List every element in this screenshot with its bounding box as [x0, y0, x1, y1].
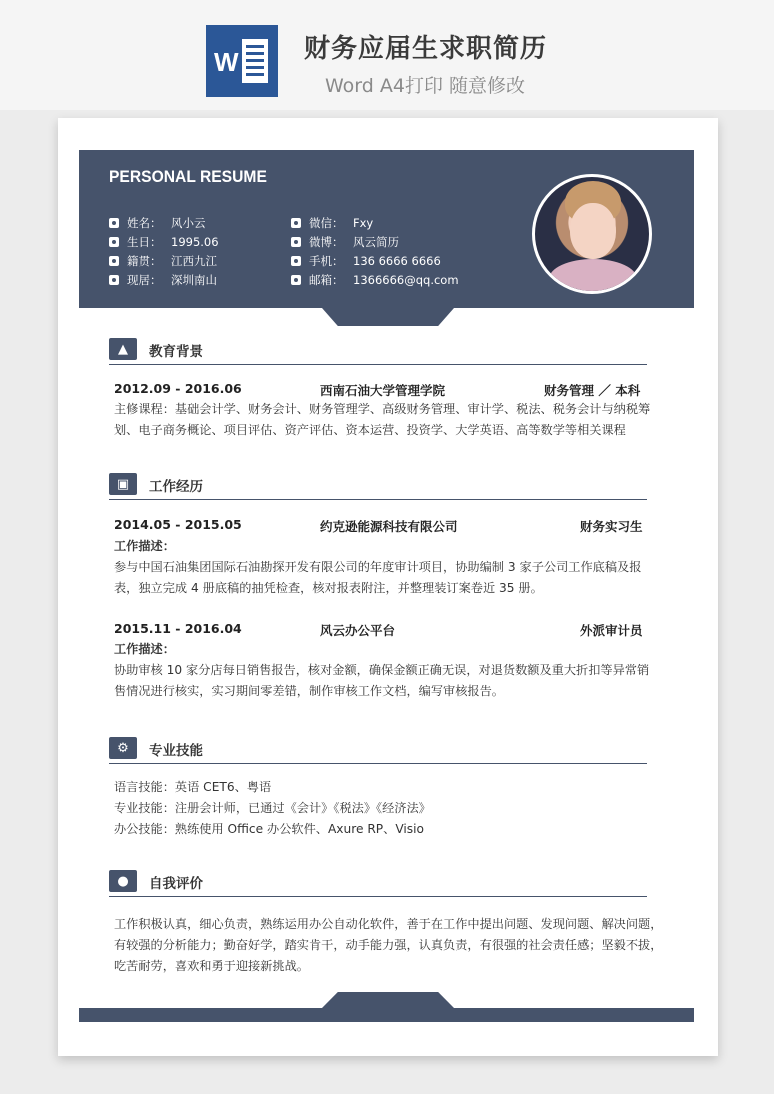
graduation-cap-icon: ▲	[109, 338, 137, 360]
education-date: 2012.09 - 2016.06	[114, 381, 242, 396]
info-value: Fxy	[353, 216, 374, 230]
info-label: 邮箱：	[309, 273, 344, 287]
info-weibo	[291, 234, 399, 250]
job-row	[114, 517, 644, 535]
footer-band	[79, 1008, 694, 1022]
person-icon: ●	[109, 870, 137, 892]
phone-icon	[291, 256, 301, 266]
location-icon	[109, 275, 119, 285]
banner-title: 财务应届生求职简历	[304, 34, 548, 64]
info-value: 风云简历	[353, 235, 399, 249]
courses-line: 划、电子商务概论、项目评估、资产评估、资本运营、投资学、大学英语、高等数学等相关课程	[114, 423, 626, 437]
email-icon	[291, 275, 301, 285]
birthday-icon	[109, 237, 119, 247]
section-skills	[109, 737, 647, 764]
job-desc-line: 表，独立完成 4 册底稿的抽凭检查，核对报表附注，并整理装订案卷近 35 册。	[114, 581, 543, 595]
self-eval-line: 吃苦耐劳，喜欢和勇于迎接新挑战。	[114, 959, 309, 973]
section-self-eval	[109, 870, 647, 897]
info-hometown	[109, 253, 217, 269]
info-value: 深圳南山	[171, 273, 217, 287]
job-position: 外派审计员	[580, 623, 643, 638]
info-value: 136 6666 6666	[353, 254, 441, 268]
courses-line: 主修课程：基础会计学、财务会计、财务管理学、高级财务管理、审计学、税法、税务会计与纳税筹	[114, 402, 651, 416]
info-value: 风小云	[171, 216, 206, 230]
info-label: 籍贯：	[127, 254, 162, 268]
job-description	[114, 536, 664, 599]
section-work	[109, 473, 647, 500]
briefcase-icon: ▣	[109, 473, 137, 495]
self-eval-line: 有较强的分析能力；勤奋好学，踏实肯干，动手能力强，认真负责，有很强的社会责任感；坚毅不拔，	[114, 938, 663, 952]
job-position: 财务实习生	[580, 519, 643, 534]
job-desc-label: 工作描述：	[114, 642, 175, 656]
footer-tab	[322, 992, 454, 1008]
job-date: 2015.11 - 2016.04	[114, 621, 242, 636]
education-row	[114, 381, 644, 399]
info-residence	[109, 272, 217, 288]
job-desc-line: 协助审核 10 家分店每日销售报告，核对金额，确保金额正确无误，对退货数额及重大折扣等异常销	[114, 663, 650, 677]
education-school: 西南石油大学管理学院	[320, 383, 446, 398]
section-title: 工作经历	[149, 479, 203, 495]
header-tab	[322, 308, 454, 326]
info-birthday	[109, 234, 219, 250]
banner	[0, 0, 774, 110]
banner-subtitle: Word A4打印 随意修改	[325, 75, 526, 97]
education-courses	[114, 399, 664, 441]
self-eval-text	[114, 914, 664, 977]
info-value: 江西九江	[171, 254, 217, 268]
job-date: 2014.05 - 2015.05	[114, 517, 242, 532]
user-icon	[109, 218, 119, 228]
home-icon	[109, 256, 119, 266]
job-row	[114, 621, 644, 639]
job-company: 约克逊能源科技有限公司	[320, 519, 458, 534]
gear-icon: ⚙	[109, 737, 137, 759]
info-label: 微博：	[309, 235, 344, 249]
info-label: 姓名：	[127, 216, 162, 230]
skill-line: 语言技能：英语 CET6、粤语	[114, 780, 272, 794]
info-label: 手机：	[309, 254, 344, 268]
self-eval-line: 工作积极认真，细心负责，熟练运用办公自动化软件，善于在工作中提出问题、发现问题、解决问题，	[114, 917, 663, 931]
job-company: 风云办公平台	[320, 623, 396, 638]
education-major: 财务管理 ／ 本科	[544, 383, 641, 398]
job-desc-line: 参与中国石油集团国际石油勘探开发有限公司的年度审计项目，协助编制 3 家子公司工作底稿及报	[114, 560, 642, 574]
info-value: 1995.06	[171, 235, 219, 249]
wechat-icon	[291, 218, 301, 228]
info-phone	[291, 253, 441, 269]
info-label: 微信：	[309, 216, 344, 230]
section-title: 自我评价	[149, 876, 203, 892]
info-wechat	[291, 215, 373, 231]
skill-line: 专业技能：注册会计师，已通过《会计》《税法》《经济法》	[114, 801, 431, 815]
section-title: 教育背景	[149, 344, 203, 360]
info-email	[291, 272, 459, 288]
resume-page	[58, 118, 718, 1056]
info-label: 现居：	[127, 273, 162, 287]
avatar	[532, 174, 652, 294]
skills-list	[114, 777, 664, 840]
word-icon	[206, 25, 278, 97]
info-label: 生日：	[127, 235, 162, 249]
section-title: 专业技能	[149, 743, 203, 759]
job-description	[114, 639, 664, 702]
skill-line: 办公技能：熟练使用 Office 办公软件、Axure RP、Visio	[114, 822, 424, 836]
weibo-icon	[291, 237, 301, 247]
resume-title: PERSONAL RESUME	[109, 167, 267, 186]
word-icon-letter: W	[214, 47, 239, 77]
info-name	[109, 215, 206, 231]
job-desc-label: 工作描述：	[114, 539, 175, 553]
info-value: 1366666@qq.com	[353, 273, 459, 287]
section-education	[109, 338, 647, 365]
job-desc-line: 售情况进行核实，实习期间零差错，制作审核工作文档，编写审核报告。	[114, 684, 504, 698]
